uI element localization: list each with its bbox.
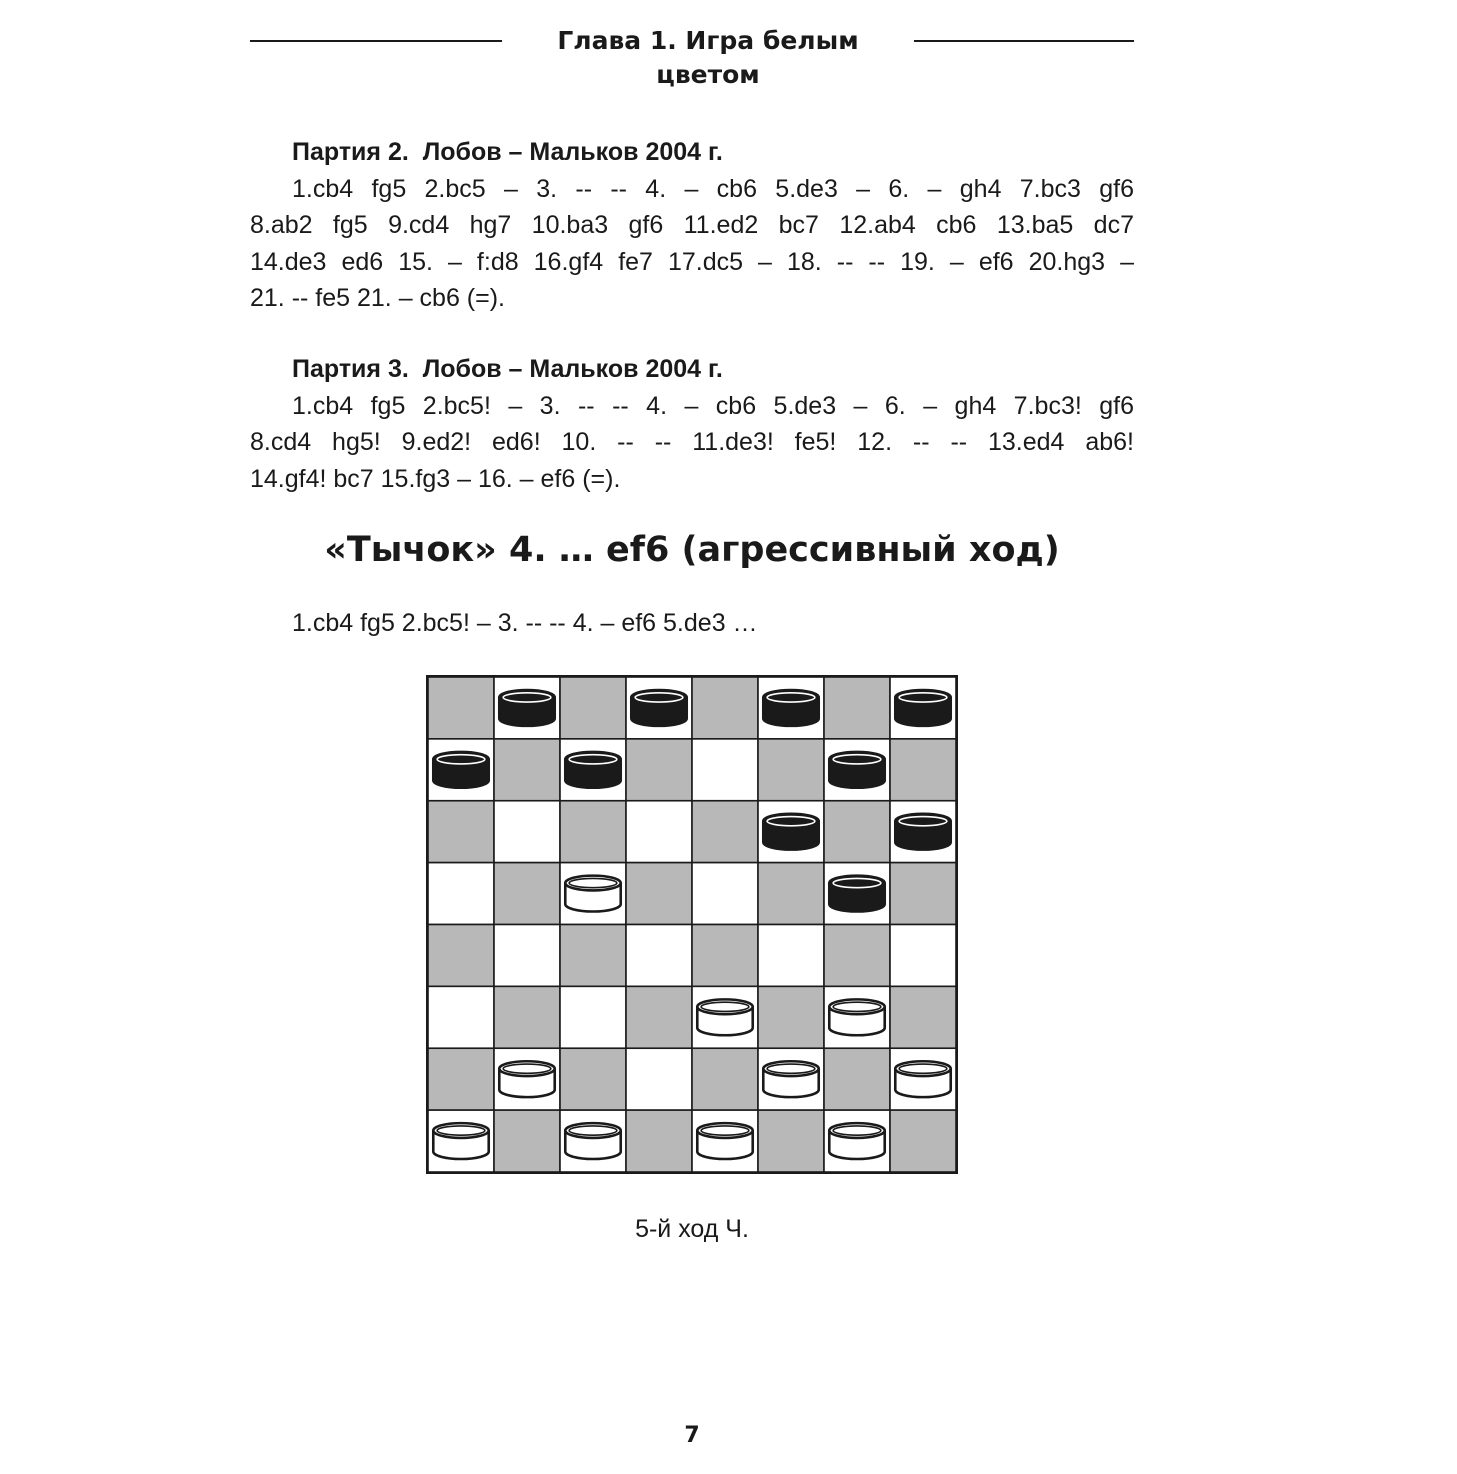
square-d1 [626,1110,692,1172]
square-c6 [560,801,626,863]
game-2-line-2: 8.ab2 fg5 9.cd4 hg7 10.ba3 gf6 11.ed2 bc7 12.ab4 cb6 13.ba5 dc7 [250,211,1134,239]
game-2-line-4: 21. -- fe5 21. – cb6 (=). [250,284,505,312]
square-b6 [494,801,560,863]
white-checker-e1 [697,1123,752,1159]
black-checker-g7 [826,749,887,791]
square-c4 [560,925,626,987]
square-c3 [560,986,626,1048]
white-checker-c1 [565,1123,620,1159]
black-checker-h6 [892,811,953,853]
square-g6 [824,801,890,863]
square-b1 [494,1110,560,1172]
game-2-line-1: 1.cb4 fg5 2.bc5 – 3. -- -- 4. – cb6 5.de3 – 6. – gh4 7.bc3 gf6 [292,174,1134,203]
black-checker-f8 [760,687,821,729]
game-2-title: Партия 2. Лобов – Мальков 2004 г. [292,138,723,166]
page-number: 7 [684,1423,700,1448]
square-e8 [692,677,758,739]
square-e6 [692,801,758,863]
square-h5 [890,863,956,925]
square-b4 [494,925,560,987]
section-heading: «Тычок» 4. … ef6 (агрессивный ход) [324,530,1060,570]
square-a5 [428,863,494,925]
square-c8 [560,677,626,739]
black-checker-g5 [826,873,887,915]
white-checker-c5 [565,876,620,912]
game-2-block [250,134,1134,317]
game-3-line-3: 14.gf4! bc7 15.fg3 – 16. – ef6 (=). [250,464,621,493]
square-d3 [626,986,692,1048]
game-3-line-2: 8.cd4 hg5! 9.ed2! ed6! 10. -- -- 11.de3! fe5! 12. -- -- 13.ed4 ab6! [250,428,1134,456]
black-checker-a7 [430,749,491,791]
square-b3 [494,986,560,1048]
square-h3 [890,986,956,1048]
square-f3 [758,986,824,1048]
square-e4 [692,925,758,987]
white-checker-f2 [763,1061,818,1097]
diagram-caption: 5-й ход Ч. [635,1215,749,1243]
square-g2 [824,1048,890,1110]
chapter-title: Глава 1. Игра белым цветом [557,26,859,89]
header-rule-left [250,40,502,42]
square-c2 [560,1048,626,1110]
square-d5 [626,863,692,925]
white-checker-b2 [499,1061,554,1097]
game-2-line-3: 14.de3 ed6 15. – f:d8 16.gf4 fe7 17.dc5 – 18. -- -- 19. – ef6 20.hg3 – [250,247,1134,276]
square-f7 [758,739,824,801]
black-checker-c7 [562,749,623,791]
square-f4 [758,925,824,987]
white-checker-g3 [829,999,884,1035]
square-a2 [428,1048,494,1110]
game-3-line-1: 1.cb4 fg5 2.bc5! – 3. -- -- 4. – cb6 5.de3 – 6. – gh4 7.bc3! gf6 [292,391,1134,420]
square-f1 [758,1110,824,1172]
square-a6 [428,801,494,863]
game-3-block [250,351,1134,497]
black-checker-d8 [628,687,689,729]
white-checker-g1 [829,1123,884,1159]
white-checker-a1 [433,1123,488,1159]
square-d4 [626,925,692,987]
square-e7 [692,739,758,801]
square-f5 [758,863,824,925]
square-g8 [824,677,890,739]
header-rule-right [914,40,1134,42]
board-diagram [426,675,958,1174]
square-a4 [428,925,494,987]
white-checker-h2 [895,1061,950,1097]
checkers-board [426,675,958,1174]
square-e5 [692,863,758,925]
square-h7 [890,739,956,801]
square-d6 [626,801,692,863]
square-d7 [626,739,692,801]
game-3-title: Партия 3. Лобов – Мальков 2004 г. [292,355,723,383]
black-checker-h8 [892,687,953,729]
square-d2 [626,1048,692,1110]
square-a8 [428,677,494,739]
white-checker-e3 [697,999,752,1035]
square-g4 [824,925,890,987]
square-b5 [494,863,560,925]
square-e2 [692,1048,758,1110]
intro-moves: 1.cb4 fg5 2.bc5! – 3. -- -- 4. – ef6 5.de3 … [292,609,758,637]
black-checker-b8 [496,687,557,729]
square-b7 [494,739,560,801]
black-checker-f6 [760,811,821,853]
square-h4 [890,925,956,987]
square-h1 [890,1110,956,1172]
square-a3 [428,986,494,1048]
